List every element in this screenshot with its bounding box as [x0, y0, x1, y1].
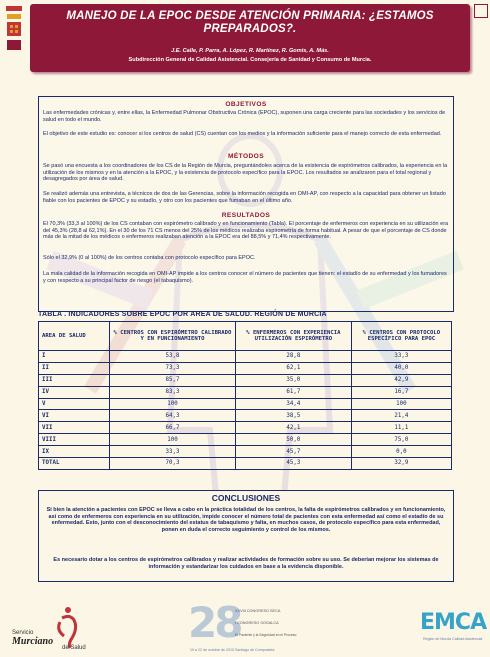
cell-value: 62,1	[235, 362, 351, 374]
conclusions-box	[38, 490, 454, 582]
cell-value: 70,3	[110, 458, 236, 470]
cell-area: IX	[39, 446, 110, 458]
cell-value: 73,3	[110, 362, 236, 374]
cell-area: IV	[39, 386, 110, 398]
header-protocolo: % CENTROS CON PROTOCOLO ESPECÍFICO PARA EPOC	[351, 322, 451, 351]
cell-value: 100	[351, 398, 451, 410]
corner-logo-icon	[474, 4, 488, 18]
cell-value: 16,7	[351, 386, 451, 398]
cell-area: VIII	[39, 434, 110, 446]
metodos-heading: MÉTODOS	[227, 153, 265, 160]
header-enfermeros: % ENFERMEROS CON EXPERIENCIA UTILIZACIÓN ESPIRÓMETRO	[235, 322, 351, 351]
indicators-table	[38, 321, 452, 470]
poster-header	[30, 4, 470, 72]
objetivos-paragraph-2: El objetivo de este estudio es: conocer si los centros de salud (CS) cuentan con los medios y la información suficiente para el manejo correcto de esta enfermedad.	[43, 131, 442, 137]
abstract-box	[38, 96, 454, 312]
sms-line-3: de Salud	[62, 645, 86, 651]
cell-value: 45,7	[235, 446, 351, 458]
objetivos-paragraph-1: Las enfermedades crónicas y, entre ellas, la Enfermedad Pulmonar Obstructiva Crónica (EPOC), suponen una carga creciente para las sociedades y los servicios de salud en todo el mundo.	[43, 110, 446, 123]
cell-value: 38,5	[235, 410, 351, 422]
header-espirometro: % CENTROS CON ESPIRÓMETRO CALIBRADO Y EN FUNCIONAMIENTO	[110, 322, 236, 351]
region-crest-icon	[4, 4, 24, 56]
cell-value: 45,3	[235, 458, 351, 470]
cell-value: 83,3	[110, 386, 236, 398]
cell-value: 61,7	[235, 386, 351, 398]
table-row	[39, 374, 452, 386]
badge-line-1: XXVIII CONGRESO SECA	[235, 609, 281, 613]
authors: J.E. Calle, P. Parra, A. López, R. Martínez, R. Gomis, A. Más.	[171, 48, 329, 54]
title-line-1: MANEJO DE LA EPOC DESDE ATENCIÓN PRIMARIA: ¿ESTAMOS	[66, 10, 434, 22]
poster-title	[30, 10, 470, 36]
table-header-row	[39, 322, 452, 351]
cell-value: 42,1	[235, 422, 351, 434]
table-row	[39, 446, 452, 458]
cell-area: II	[39, 362, 110, 374]
affiliation: Subdirección General de Calidad Asistencial. Consejería de Sanidad y Consumo de Murcia.	[128, 57, 372, 63]
emca-logo-icon: EMCA	[420, 610, 487, 635]
cell-value: 100	[110, 434, 236, 446]
resultados-paragraph-2: Sólo el 32,9% (0 al 100%) de los centros contaba con protocolo específico para EPOC.	[43, 255, 256, 261]
cell-value: 50,0	[235, 434, 351, 446]
header-area: AREA DE SALUD	[39, 322, 110, 351]
cell-value: 0,0	[351, 446, 451, 458]
cell-value: 33,3	[110, 446, 236, 458]
resultados-paragraph-1: El 70,3% (33,3 al 100%) de los CS contaban con espirómetro calibrado y en funcionamiento (Tabla). El porcentaje de enfermeros con experiencia en su utilización era del 45,3% (28,8 al 62,1%). En el 30 de los 71 CS menos del 25% de los médicos realizaba espirometría de forma habitual. A pesar de que el porcentaje de CS donde más de la mitad de los médicos o enfermeros realizaban atención a la EPOC era del 88,5% y 71,4% respectivamente.	[43, 221, 449, 241]
cell-value: 53,8	[110, 351, 236, 363]
table-row	[39, 434, 452, 446]
sms-line-1: Servicio	[12, 630, 34, 636]
cell-value: 33,3	[351, 351, 451, 363]
cell-area: VI	[39, 410, 110, 422]
table-row	[39, 422, 452, 434]
cell-value: 100	[110, 398, 236, 410]
cell-value: 34,4	[235, 398, 351, 410]
table-row-total	[39, 458, 452, 470]
sms-line-2: Murciano	[12, 636, 54, 647]
badge-line-2: I CONGRESO SOGALCA	[235, 621, 279, 625]
resultados-paragraph-3: La mala calidad de la información recogida en OMI-AP impide a los centros conocer el número de pacientes que tienen: el estadío de su enfermedad y los fumadores y con respecto a su principal factor de riesgo (el tabaquismo).	[43, 271, 447, 284]
table-row	[39, 386, 452, 398]
congress-badge-icon: 28	[188, 598, 241, 647]
metodos-paragraph-1: Se pasó una encuesta a los coordinadores de los CS de la Región de Murcia, preguntándoles acerca de la existencia de espirómetros calibrados, la experiencia en la utilización de los mismos y en la atención a la EPOC, y la existencia de protocolo específico para la EPOC. Los resultados se analizaron para el total regional y desagregados por área de salud.	[43, 163, 448, 183]
cell-area: V	[39, 398, 110, 410]
emca-subtitle: Región de Murcia Calidad Asistencial	[423, 637, 483, 641]
cell-area: III	[39, 374, 110, 386]
cell-value: 64,3	[110, 410, 236, 422]
table-row	[39, 398, 452, 410]
badge-footer: 19 a 22 de octubre de 2010 Santiago de Compostela	[190, 648, 275, 652]
table-row	[39, 351, 452, 363]
cell-value: 75,0	[351, 434, 451, 446]
cell-value: 21,4	[351, 410, 451, 422]
cell-value: 11,1	[351, 422, 451, 434]
badge-line-3: El Paciente y la Seguridad en el Proceso	[235, 633, 297, 637]
cell-value: 42,9	[351, 374, 451, 386]
cell-value: 85,7	[110, 374, 236, 386]
conclusions-heading: CONCLUSIONES	[211, 493, 281, 503]
title-line-2: PREPARADOS?.	[203, 23, 297, 35]
cell-value: 40,0	[351, 362, 451, 374]
cell-area: VII	[39, 422, 110, 434]
cell-value: 32,9	[351, 458, 451, 470]
conclusions-paragraph-2: Es necesario dotar a los centros de espirómetros calibrados y realizar actividades de formación sobre su uso. Se deberían mejorar los sistemas de información y estandarizar los cuidados en base a la evidencia disponible.	[53, 557, 439, 570]
resultados-heading: RESULTADOS	[221, 212, 271, 219]
cell-value: 66,7	[110, 422, 236, 434]
cell-value: 28,8	[235, 351, 351, 363]
cell-value: 35,0	[235, 374, 351, 386]
cell-area: I	[39, 351, 110, 363]
metodos-paragraph-2: Se realizó además una entrevista, a técnicos de dos de las Gerencias, sobre la información recogida en OMI-AP, con respecto a la capacidad para obtener un listado fiable con los pacientes de EPOC y su estadío, y otro con los pacientes que fumaban en el último año.	[43, 191, 446, 204]
conclusions-paragraph-1: Si bien la atención a pacientes con EPOC se lleva a cabo en la práctica totalidad de los centros, la falta de espirómetros calibrados y en funcionamiento, así como de enfermeros con experiencia en su utilización, impide conocer el número total de pacientes con esta enfermedad así como el estadío de su enfermedad. Esto, junto con el desconocimiento del estatus de tabaquismo y falta, en muchos casos, de protocolo específico para esta enfermedad, ponen en duda el correcto seguimiento y control de los mismos.	[46, 507, 446, 534]
cell-area: TOTAL	[39, 458, 110, 470]
table-row	[39, 410, 452, 422]
table-row	[39, 362, 452, 374]
objetivos-heading: OBJETIVOS	[225, 101, 267, 108]
table-title: TABLA . INDICADORES SOBRE EPOC POR AREA DE SALUD. REGIÓN DE MURCIA	[38, 311, 327, 318]
